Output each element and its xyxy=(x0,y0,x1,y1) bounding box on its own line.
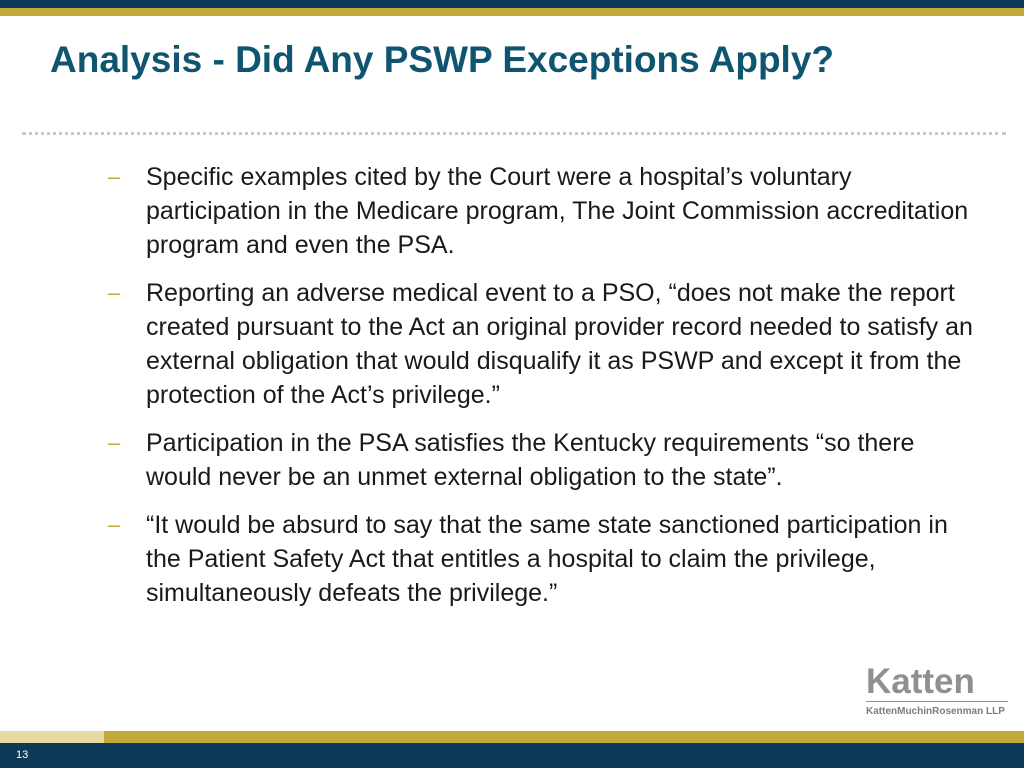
dash-bullet-icon: – xyxy=(108,512,121,537)
logo-wordmark: Katten xyxy=(866,662,975,701)
bullet-item xyxy=(104,160,974,262)
katten-logo xyxy=(866,662,1008,720)
top-navy-bar xyxy=(0,0,1024,8)
dash-bullet-icon: – xyxy=(108,280,121,305)
logo-divider xyxy=(866,701,1008,702)
top-gold-bar xyxy=(0,8,1024,16)
bullet-item xyxy=(104,426,974,494)
bullet-text: Specific examples cited by the Court were a hospital’s voluntary participation in the Medicare program, The Joint Commission accreditation program and even the PSA. xyxy=(146,163,969,259)
page-number-box-accent xyxy=(0,731,104,743)
logo-subtitle: KattenMuchinRosenman LLP xyxy=(866,706,1005,717)
slide-title: Analysis - Did Any PSWP Exceptions Apply? xyxy=(50,39,835,80)
title-dotted-divider xyxy=(22,132,1006,135)
bottom-gold-bar xyxy=(104,731,1024,743)
bullet-text: Participation in the PSA satisfies the Kentucky requirements “so there would never be an unmet external obligation to the state”. xyxy=(146,429,915,491)
page-number: 13 xyxy=(16,749,29,761)
dash-bullet-icon: – xyxy=(108,430,121,455)
bullet-item xyxy=(104,276,974,412)
dash-bullet-icon: – xyxy=(108,164,121,189)
bullet-text: Reporting an adverse medical event to a PSO, “does not make the report created pursuant to the Act an original provider record needed to satisfy an external obligation that would disqualify it as PSWP and except it from the protection of the Act’s privilege.” xyxy=(146,279,973,409)
bullet-item xyxy=(104,508,974,610)
bullet-text: “It would be absurd to say that the same state sanctioned participation in the Patient Safety Act that entitles a hospital to claim the privilege, simultaneously defeats the privilege.” xyxy=(146,511,948,607)
bullet-list xyxy=(104,160,974,624)
bottom-navy-bar xyxy=(104,743,1024,768)
